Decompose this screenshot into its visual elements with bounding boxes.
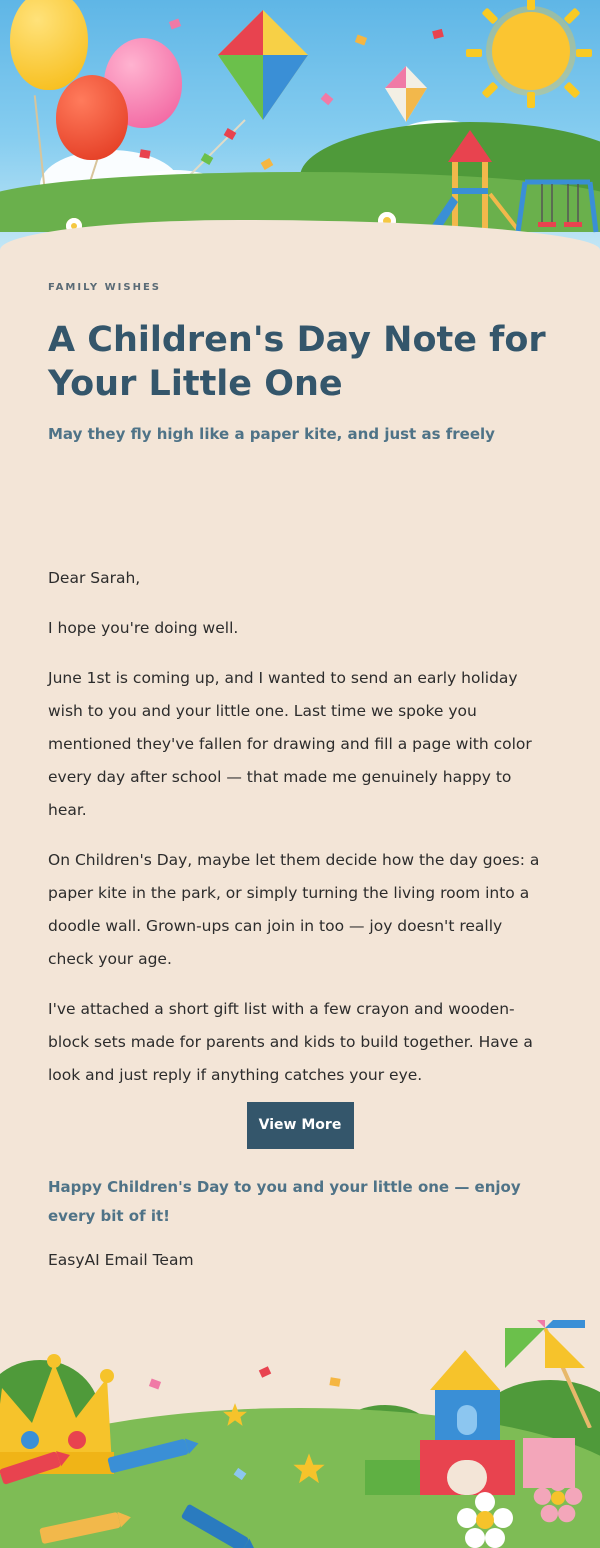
sun-ray: [527, 0, 535, 10]
yellow-balloon-icon: [10, 0, 88, 90]
red-balloon-icon: [56, 75, 128, 160]
confetti: [259, 1366, 271, 1377]
paragraph-4: I've attached a short gift list with a few crayon and wooden-block sets made for parents and kids to build together. Have a look and just reply if anything catches your eye.: [48, 1000, 533, 1084]
header-illustration: [0, 0, 600, 250]
playground-icon: [430, 130, 600, 235]
confetti: [149, 1379, 161, 1390]
star-icon: [292, 1452, 326, 1486]
signature: EasyAI Email Team: [48, 1251, 194, 1269]
cta-container: [0, 1102, 600, 1149]
confetti: [321, 93, 334, 106]
eyebrow-label: FAMILY WISHES: [48, 282, 161, 293]
sun-ray: [564, 8, 581, 25]
sun-icon: [492, 12, 570, 90]
subtitle: May they fly high like a paper kite, and just as freely: [48, 425, 495, 443]
star-icon: [222, 1402, 248, 1428]
sun-ray: [466, 49, 482, 57]
confetti: [355, 35, 367, 46]
page-title: A Children's Day Note for Your Little One: [48, 320, 546, 404]
greeting: Dear Sarah,: [48, 569, 141, 587]
paragraph-3: On Children's Day, maybe let them decide how the day goes: a paper kite in the park, or simply turning the living room into a doodle wall. Grown-ups can join in too — joy doesn't really check your age.: [48, 851, 540, 968]
pink-flower-icon: [532, 1472, 584, 1524]
small-kite-icon: [385, 66, 427, 122]
footer-illustration: [0, 1320, 600, 1548]
kite-icon: [218, 10, 308, 120]
letter-body: [48, 562, 552, 1109]
confetti: [329, 1377, 340, 1387]
view-more-button[interactable]: View More: [247, 1102, 354, 1149]
sun-ray: [576, 49, 592, 57]
sun-ray: [482, 8, 499, 25]
pinwheel-icon: [495, 1320, 595, 1428]
confetti: [169, 19, 181, 30]
sun-ray: [527, 92, 535, 108]
paragraph-2: June 1st is coming up, and I wanted to send an early holiday wish to you and your little one. Last time we spoke you mentioned they've fallen for drawing and fill a page with color every day after school — that made me genuinely happy to hear.: [48, 669, 532, 819]
confetti: [261, 158, 274, 170]
paragraph-1: I hope you're doing well.: [48, 619, 239, 637]
confetti: [139, 149, 150, 159]
confetti: [432, 29, 444, 39]
sun-ray: [564, 82, 581, 99]
closing-line: Happy Children's Day to you and your little one — enjoy every bit of it!: [48, 1178, 521, 1225]
sun-ray: [482, 82, 499, 99]
daisy-icon: [455, 1490, 515, 1548]
